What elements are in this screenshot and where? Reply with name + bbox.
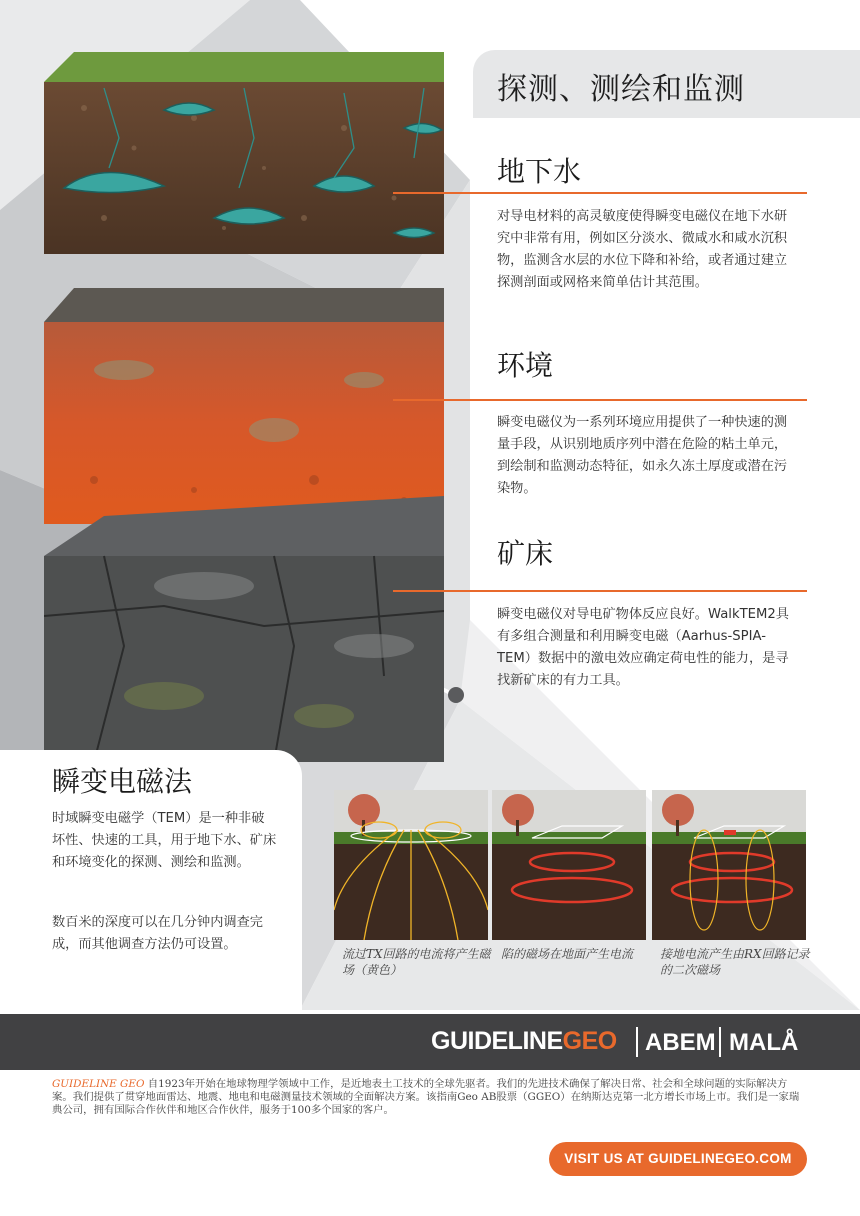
section-divider (393, 192, 807, 194)
abem-logo: ABEM (645, 1029, 716, 1056)
soil-block-groundwater (44, 48, 444, 258)
tem-paragraph-1: 时域瞬变电磁学（TEM）是一种非破坏性、快速的工具，用于地下水、矿床和环境变化的探测、测绘和监测。 (52, 811, 277, 870)
guidelinegeo-logo: GUIDELINEGEO (431, 1027, 617, 1055)
section-divider (393, 399, 807, 401)
diagram-caption-3: 接地电流产生由RX回路记录的二次磁场 (660, 947, 810, 977)
about-brand: GUIDELINE GEO (52, 1078, 145, 1090)
soil-block-environment (44, 280, 444, 528)
section-divider (393, 590, 807, 592)
diagram-panel-secondary-field (652, 790, 806, 940)
tem-heading: 瞬变电磁法 (52, 765, 193, 798)
logo-separator (636, 1027, 638, 1057)
section-body-environment: 瞬变电磁仪为一系列环境应用提供了一种快速的测量手段，从识别地质序列中潜在危险的粘土单元，到绘制和监测动态特征，如永久冻土厚度或潜在污染物。 (497, 415, 788, 496)
page-title-bar (473, 50, 860, 118)
page-title: 探测、测绘和监测 (497, 72, 745, 107)
visit-website-button[interactable]: VISIT US AT GUIDELINEGEO.COM (549, 1142, 807, 1176)
section-heading-minerals: 矿床 (497, 537, 554, 570)
section-body-groundwater: 对导电材料的高灵敏度使得瞬变电磁仪在地下水研究中非常有用，例如区分淡水、微咸水和咸水沉积物，监测含水层的水位下降和补给，或者通过建立探测剖面或网格来简单估计其范围。 (497, 209, 788, 290)
section-heading-environment: 环境 (497, 349, 554, 382)
diagram-panel-tx-field (334, 790, 488, 940)
about-body: 自1923年开始在地球物理学领域中工作，是近地表土工技术的全球先驱者。我们的先进技术确保了解决日常、社会和全球问题的实际解决方案。我们提供了贯穿地面雷达、地震、地电和电磁测量技术领域的全面解决方案。该指南Geo AB股票（GGEO）在纳斯达克第一北方增长市场上市。我们是一家瑞典公司，拥有国际合作伙伴和地区合作伙伴，服务于100多个国家的客户。 (52, 1078, 800, 1116)
company-about-text (52, 1078, 804, 1117)
tem-paragraph-2: 数百米的深度可以在几分钟内调查完成，而其他调查方法仍可设置。 (52, 915, 263, 952)
tem-info-card (0, 750, 302, 1014)
diagram-caption-2: 陷的磁场在地面产生电流 (501, 947, 634, 961)
mala-logo: MALÅ (729, 1029, 799, 1056)
section-heading-groundwater: 地下水 (497, 155, 582, 188)
logo-separator (719, 1027, 721, 1057)
diagram-panel-ground-current (492, 790, 646, 940)
diagram-caption-1: 流过TX回路的电流将产生磁场（黄色） (342, 947, 491, 977)
rock-block-minerals (44, 496, 444, 766)
decorative-dot (448, 687, 464, 703)
section-body-minerals: 瞬变电磁仪对导电矿物体反应良好。WalkTEM2具有多组合测量和利用瞬变电磁（Aarhus-SPIA-TEM）数据中的激电效应确定荷电性的能力，是寻找新矿床的有力工具。 (497, 607, 789, 688)
